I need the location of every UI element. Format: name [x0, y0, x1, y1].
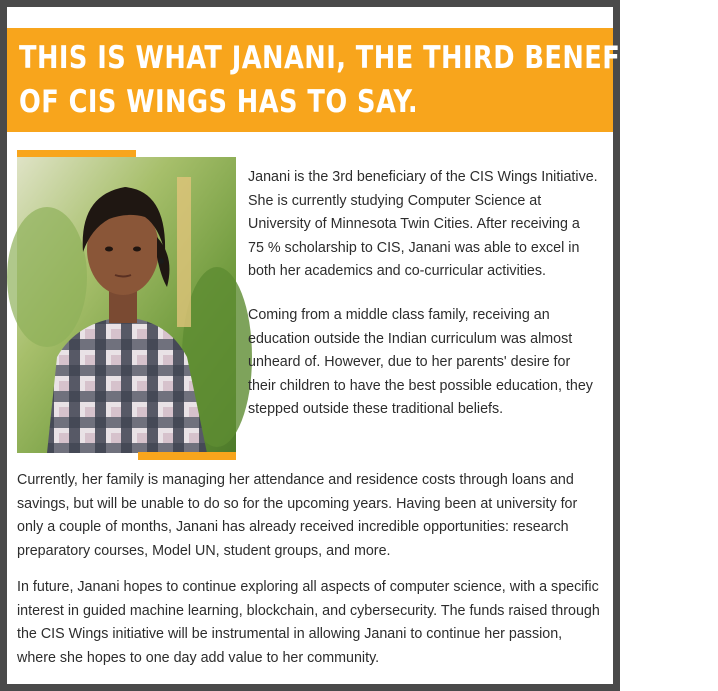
intro-text-column	[248, 166, 598, 422]
right-eye	[133, 247, 141, 252]
page-title	[19, 36, 718, 124]
left-eye	[105, 247, 113, 252]
paragraph-future: In future, Janani hopes to continue exploring all aspects of computer science, with a specific interest in guided machine learning, blockchain, and cybersecurity. The funds raised through the CIS Wings initiative will be instrumental in allowing Janani to continue her passion, where she hopes to one day add value to her community.	[17, 579, 600, 666]
title-line-2: OF CIS WINGS HAS TO SAY.	[19, 84, 419, 120]
title-line-1: THIS IS WHAT JANANI, THE THIRD BENEFICIARY	[19, 40, 718, 76]
title-banner	[7, 28, 718, 132]
paragraph-background: Coming from a middle class family, receiving an education outside the Indian curriculum was almost unheard of. However, due to her parents' desire for their children to have the best possible education, they stepped outside these traditional beliefs.	[248, 306, 593, 418]
paragraph-intro: Janani is the 3rd beneficiary of the CIS Wings Initiative. She is currently studying Computer Science at University of Minnesota Twin Cities. After receiving a 75 % scholarship to CIS, Janani was able to excel in both her academics and co-curricular activities.	[248, 169, 598, 280]
paragraph-current: Currently, her family is managing her attendance and residence costs through loans and savings, but will be unable to do so for the upcoming years. Having been at university for only a couple of months, Janani has already received incredible opportunities: research preparatory courses, Model UN, student groups, and more.	[17, 472, 578, 559]
earring	[158, 258, 164, 264]
beneficiary-photo	[17, 157, 236, 453]
accent-bar-bottom	[138, 452, 236, 460]
background-pillar	[177, 177, 191, 327]
photo-illustration	[17, 157, 236, 453]
foliage-left	[7, 207, 87, 347]
